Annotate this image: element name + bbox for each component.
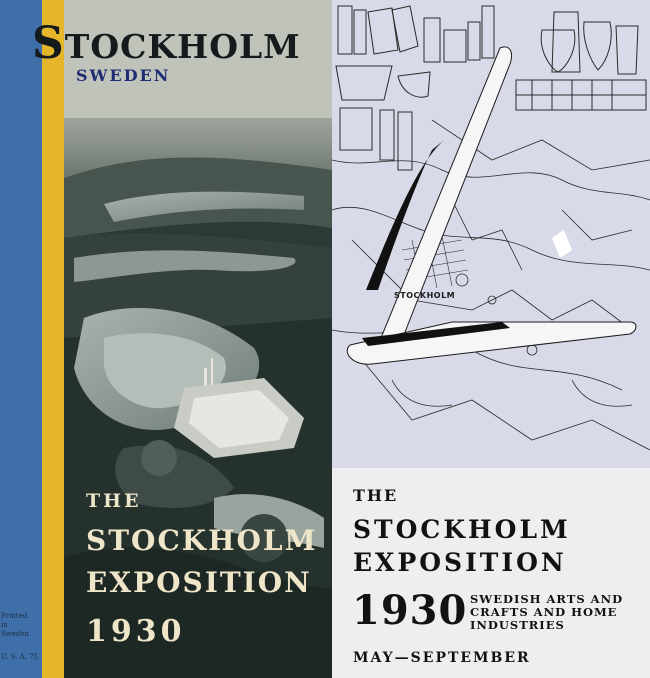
tagline-line1: SWEDISH ARTS AND	[470, 592, 624, 606]
printed-note-line4: U. S. A. 75	[1, 653, 39, 661]
map-illustration	[332, 0, 650, 470]
map-city-label: STOCKHOLM	[394, 291, 456, 300]
right-title-exposition: EXPOSITION	[353, 548, 567, 577]
tagline-line2: CRAFTS AND HOME	[470, 605, 618, 619]
city-title-initial: S	[32, 18, 65, 69]
yellow-stripe	[42, 0, 64, 678]
country-subtitle: SWEDEN	[76, 66, 171, 85]
exposition-dates: MAY—SEPTEMBER	[353, 650, 531, 666]
left-title-year: 1930	[86, 614, 186, 649]
aerial-photo-panel	[32, 0, 332, 678]
printed-note-line3: Sweden	[1, 630, 30, 638]
city-title	[32, 18, 301, 69]
printed-note-line1: Printed	[1, 612, 28, 620]
city-title-rest: TOCKHOLM	[64, 27, 301, 66]
right-title-stockholm: STOCKHOLM	[353, 515, 571, 544]
right-title-year: 1930	[352, 587, 468, 634]
printed-in-sweden-note	[1, 612, 41, 662]
book-icon	[338, 6, 418, 54]
tagline	[470, 593, 650, 632]
tagline-line3: INDUSTRIES	[470, 618, 565, 632]
right-title-the: THE	[353, 486, 399, 505]
blue-flap	[0, 0, 42, 678]
left-title-stockholm: STOCKHOLM	[86, 524, 318, 557]
left-title-exposition: EXPOSITION	[86, 566, 312, 599]
map-panel	[332, 0, 650, 678]
left-title-the: THE	[86, 490, 142, 512]
tram-icon	[516, 80, 646, 110]
printed-note-line2: in	[1, 621, 8, 629]
